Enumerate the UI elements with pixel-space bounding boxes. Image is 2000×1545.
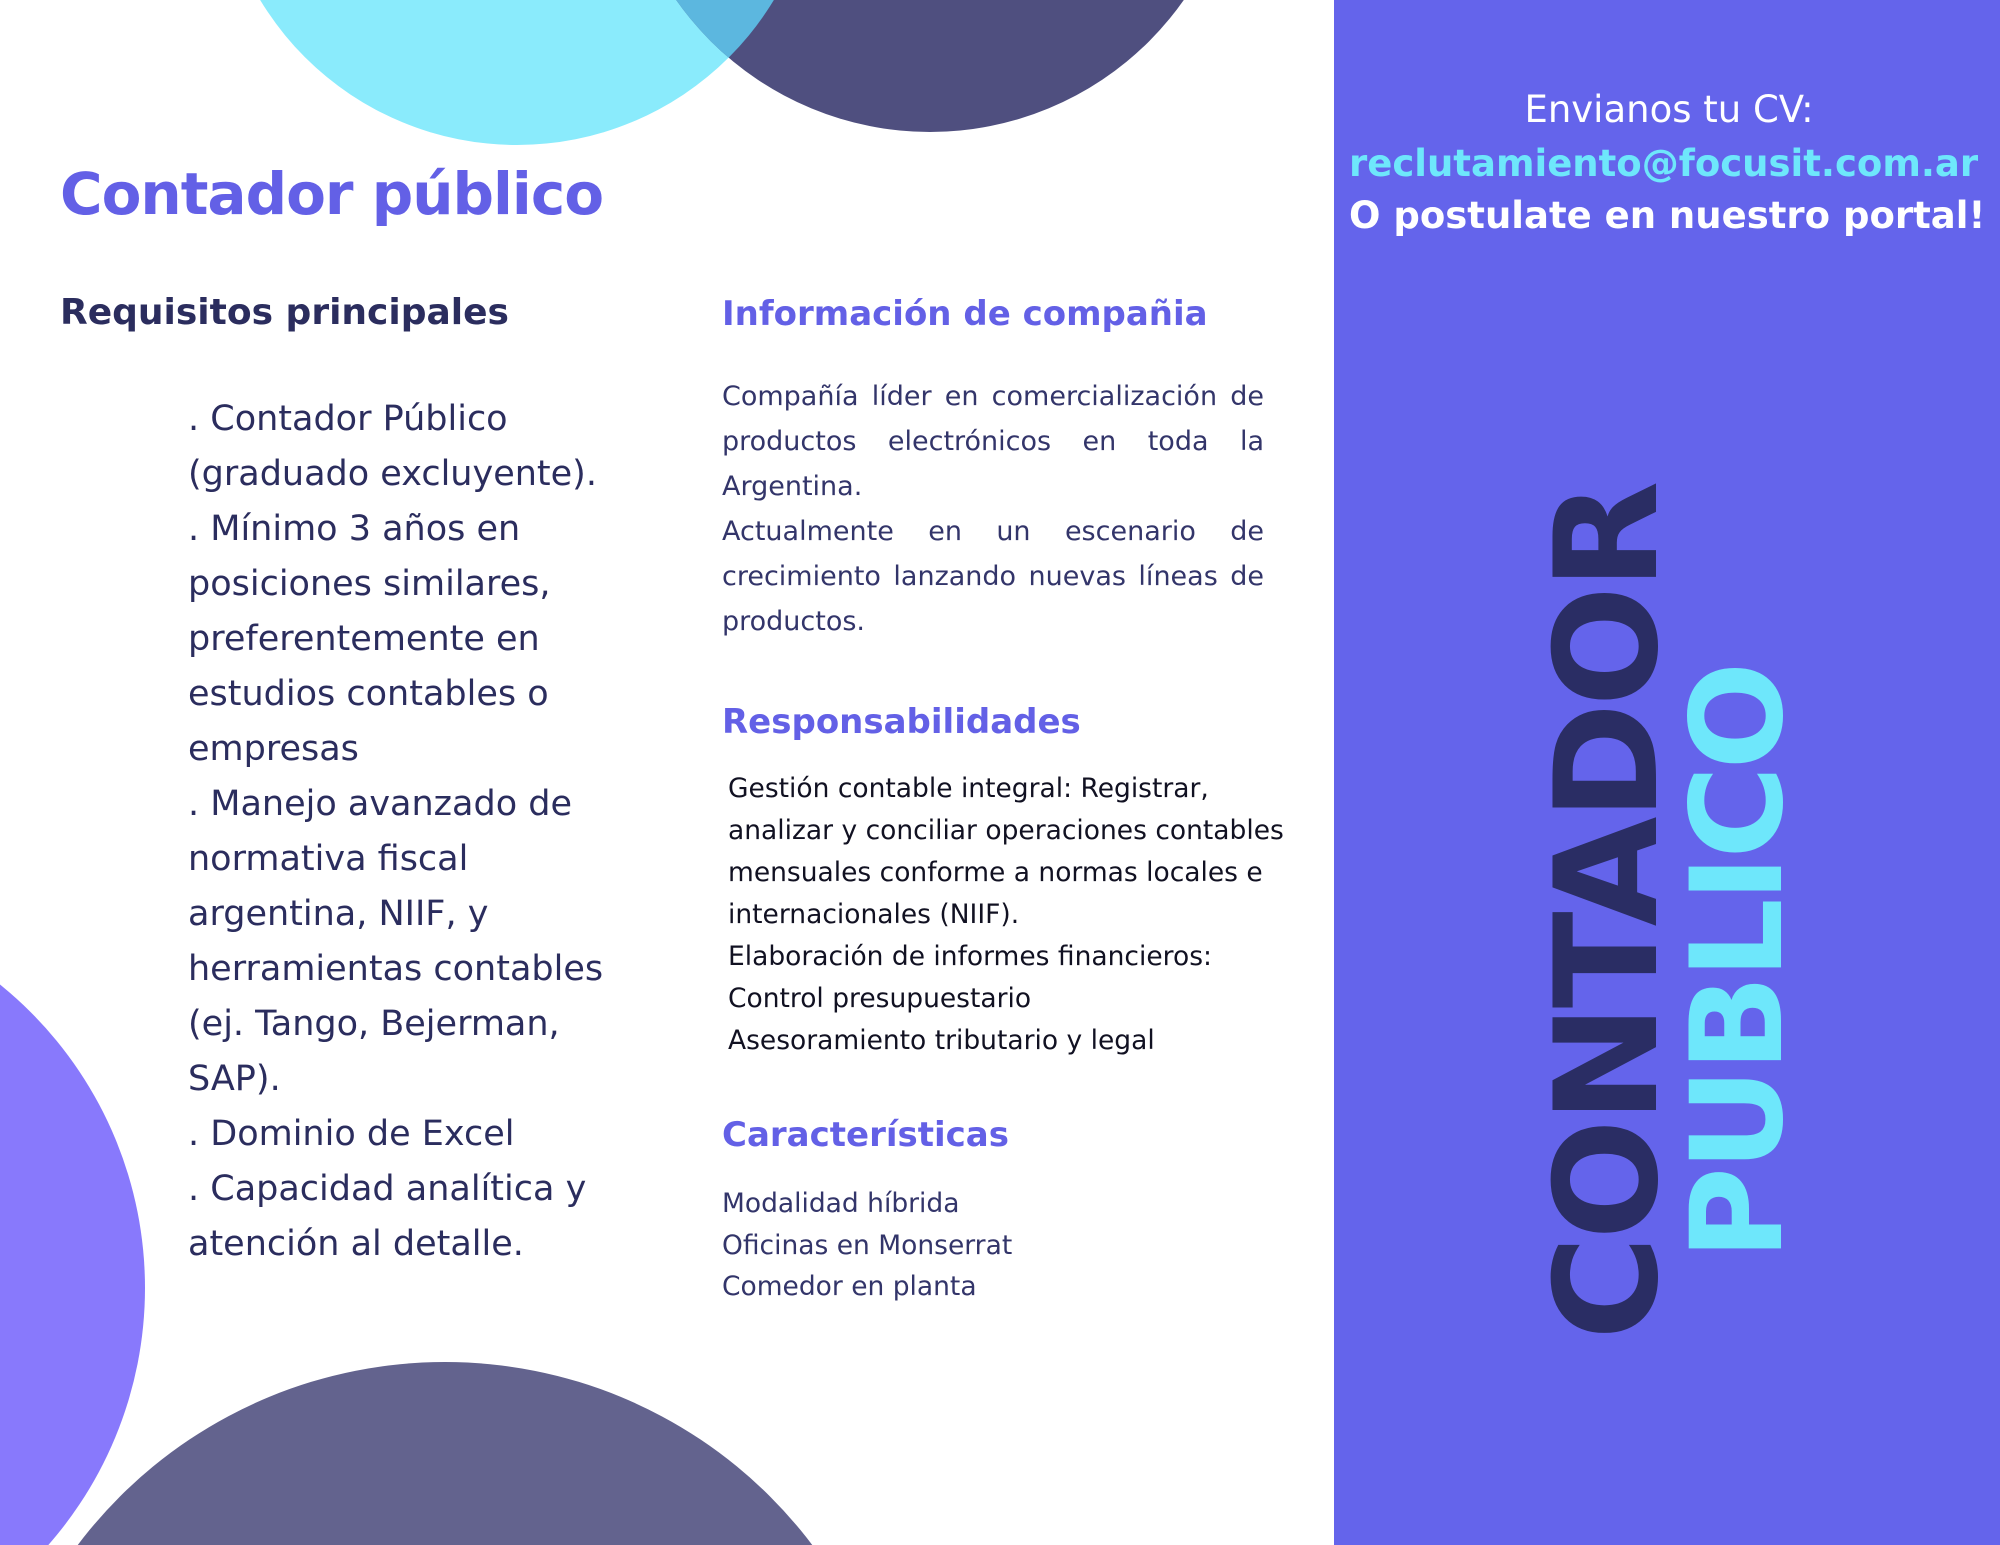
- cta-block: [1349, 82, 1986, 242]
- requirements-list: [188, 392, 628, 1272]
- feature-item: Oficinas en Monserrat: [722, 1229, 1013, 1261]
- responsibility-item: Control presupuestario: [728, 983, 1032, 1014]
- decorative-circle-overlap-bottom: [0, 898, 145, 1545]
- responsibilities-list: [728, 768, 1288, 1062]
- requirement-item: . Capacidad analítica y atención al detalle.: [188, 1169, 587, 1264]
- decorative-circle-overlap: [217, 0, 817, 145]
- company-paragraph: Actualmente en un escenario de crecimiento lanzando nuevas líneas de productos.: [722, 516, 1264, 637]
- requirement-item: . Dominio de Excel: [188, 1114, 515, 1154]
- responsibility-item: Asesoramiento tributario y legal: [728, 1025, 1155, 1056]
- company-heading: Información de compañia: [722, 294, 1208, 334]
- company-info: [722, 374, 1264, 644]
- cta-intro: Envianos tu CV:: [1524, 88, 1814, 131]
- responsibilities-heading: Responsabilidades: [722, 702, 1081, 742]
- features-list: [722, 1183, 1242, 1308]
- feature-item: Comedor en planta: [722, 1271, 977, 1302]
- feature-item: Modalidad híbrida: [722, 1188, 960, 1219]
- requirement-item: . Manejo avanzado de normativa fiscal argentina, NIIF, y herramientas contables (ej. Tango, Bejerman, SAP).: [188, 784, 604, 1099]
- responsibility-item: Gestión contable integral: Registrar, analizar y conciliar operaciones contables mensuales conforme a normas locales e internacionales (NIIF).: [728, 773, 1284, 930]
- responsibility-item: Elaboración de informes financieros:: [728, 941, 1212, 972]
- company-paragraph: Compañía líder en comercialización de productos electrónicos en toda la Argentina.: [722, 381, 1264, 502]
- vertical-title-line1: CONTADOR: [1525, 484, 1690, 1340]
- page-title: Contador público: [60, 160, 604, 228]
- requirements-heading: Requisitos principales: [60, 292, 509, 333]
- vertical-title-line2: PUBLICO: [1663, 665, 1811, 1260]
- cta-portal-text: O postulate en nuestro portal!: [1349, 194, 1986, 237]
- requirement-item: . Contador Público (graduado excluyente).: [188, 399, 597, 494]
- cta-email-link[interactable]: reclutamiento@focusit.com.ar: [1349, 142, 1979, 185]
- features-heading: Características: [722, 1115, 1009, 1155]
- requirement-item: . Mínimo 3 años en posiciones similares, preferentemente en estudios contables o empresas: [188, 509, 551, 769]
